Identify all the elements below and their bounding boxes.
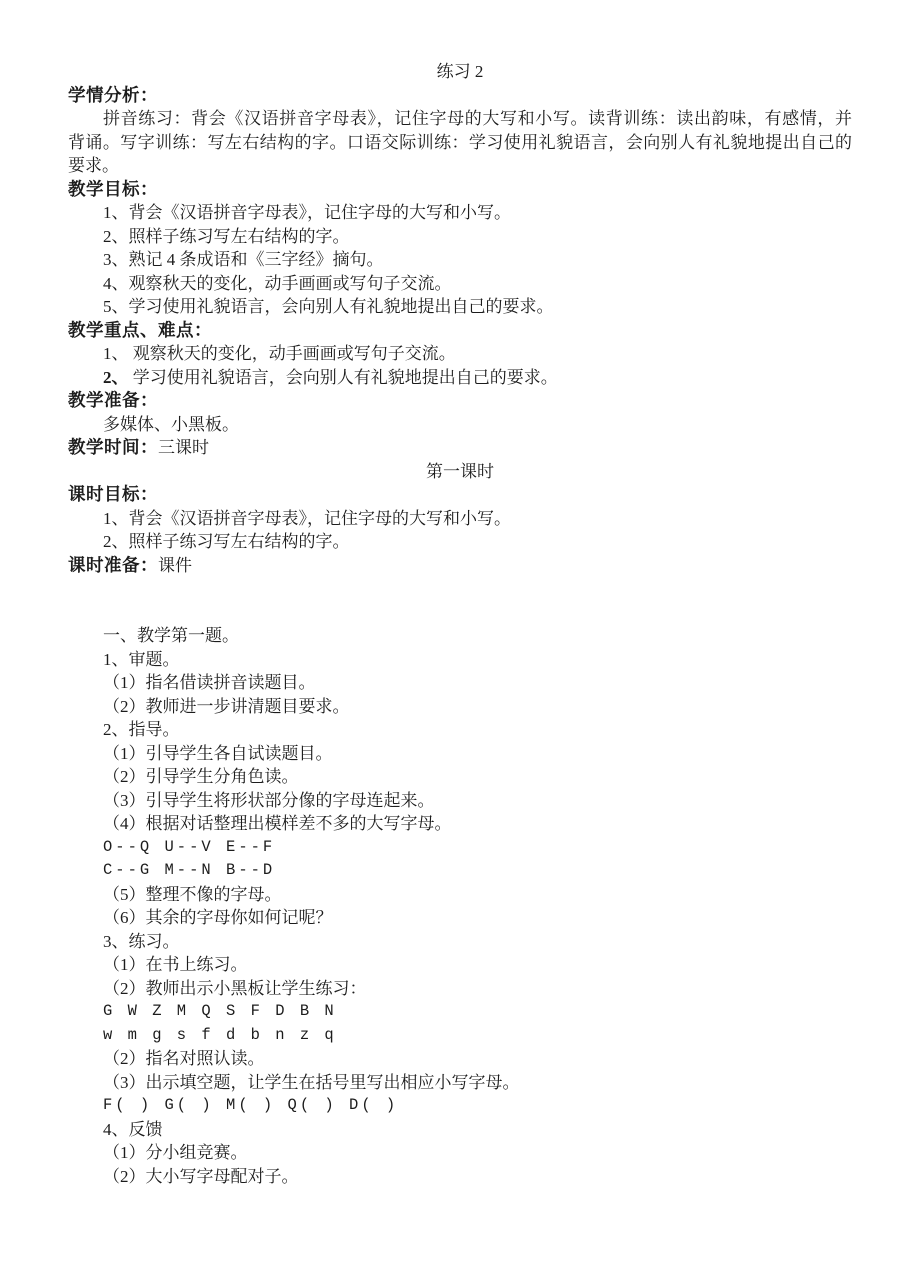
heading-keshi-mubiao [68,483,852,507]
text-line [68,601,852,625]
text-line [68,530,852,554]
text-line [68,295,852,319]
text-line [68,695,852,719]
text-line [68,1141,852,1165]
text-line [68,883,852,907]
document-content [68,60,852,1188]
text-line [68,1118,852,1142]
line-text: 1、背会《汉语拼音字母表》，记住字母的大写和小写。 [103,203,511,222]
line-text: 一、教学第一题。 [103,626,239,645]
line-text: 练习 2 [436,62,484,81]
line-text: （2）引导学生分角色读。 [103,767,299,786]
line-text: 1、审题。 [103,649,180,669]
line-text: G W Z M Q S F D B N [103,1002,337,1020]
line-text: 背诵。写字训练：写左右结构的字。口语交际训练：学习使用礼貌语言，会向别人有礼貌地提出自己的 [68,132,852,152]
text-line [68,342,852,366]
heading-zhongdian [68,319,852,343]
section-title [68,460,852,484]
line-text: （5）整理不像的字母。 [103,884,282,904]
text-line [68,648,852,672]
text-line [68,366,852,390]
text-line [68,906,852,930]
line-text: （2）教师进一步讲清题目要求。 [103,696,350,716]
heading-keshi-zhunbei [68,554,852,578]
text-line [68,248,852,272]
line-text: （1）在书上练习。 [103,955,248,974]
line-text: 第一课时 [426,461,494,481]
line-text: w m g s f d b n z q [103,1025,337,1044]
text-line [68,1094,852,1118]
line-text: 要求。 [68,156,119,175]
text-line [68,624,852,648]
line-text: 4、反馈 [103,1119,163,1139]
text-line [68,789,852,813]
text-line [68,953,852,977]
text-line [68,131,852,155]
text-line [68,225,852,249]
text-line [68,1024,852,1048]
line-text: F( ) G( ) M( ) Q( ) D( ) [103,1096,399,1114]
line-text: （4）根据对话整理出模样差不多的大写字母。 [103,814,452,833]
line-text: 三课时 [158,438,209,457]
line-text: 2、照样子练习写左右结构的字。 [103,532,350,551]
text-line [68,859,852,883]
line-text: 4、观察秋天的变化，动手画画或写句子交流。 [103,273,452,293]
text-line [68,577,852,601]
text-line [68,742,852,766]
heading-shijian [68,436,852,460]
line-text: 教学准备： [68,390,158,410]
doc-title [68,60,852,84]
text-line [68,836,852,860]
line-text: 多媒体、小黑板。 [103,414,239,434]
heading-zhunbei [68,389,852,413]
text-line [68,718,852,742]
line-text: 拼音练习：背会《汉语拼音字母表》，记住字母的大写和小写。读背训练：读出韵味，有感情，并 [103,109,852,128]
heading-mubiao [68,178,852,202]
text-line [68,507,852,531]
line-text: 2、照样子练习写左右结构的字。 [103,226,350,246]
text-line [68,107,852,131]
line-text: （1）分小组竞赛。 [103,1143,248,1162]
text-line [68,765,852,789]
text-line [68,812,852,836]
line-bold-text: 教学时间： [68,437,158,457]
text-line [68,930,852,954]
line-text: 学习使用礼貌语言，会向别人有礼貌地提出自己的要求。 [128,367,558,387]
text-line [68,671,852,695]
line-text: 教学目标： [68,178,158,199]
line-text: 5、学习使用礼貌语言，会向别人有礼貌地提出自己的要求。 [103,297,554,316]
text-line [68,201,852,225]
text-line [68,1165,852,1189]
line-bold-text: 2、 [103,367,129,387]
line-text: 1、 观察秋天的变化，动手画画或写句子交流。 [103,344,456,363]
line-text: （2）指名对照认读。 [103,1049,265,1068]
line-text: 课时目标： [68,484,158,504]
text-line [68,154,852,178]
line-text: （1）指名借读拼音读题目。 [103,673,316,692]
line-text: （2）大小写字母配对子。 [103,1166,299,1186]
line-text: 1、背会《汉语拼音字母表》，记住字母的大写和小写。 [103,508,511,528]
line-text: 3、熟记 4 条成语和《三字经》摘句。 [103,250,384,269]
line-text: C--G M--N B--D [103,861,276,879]
heading-xueqing [68,84,852,108]
text-line [68,413,852,437]
line-text: 教学重点、难点： [68,319,212,340]
line-text: 3、练习。 [103,931,180,951]
line-text: O--Q U--V E--F [103,837,276,856]
line-text: （3）引导学生将形状部分像的字母连起来。 [103,790,435,810]
line-text: （2）教师出示小黑板让学生练习： [103,978,367,998]
text-line [68,1047,852,1071]
text-line [68,1071,852,1095]
line-text: （1）引导学生各自试读题目。 [103,743,333,763]
line-text: 课件 [158,555,192,575]
text-line [68,977,852,1001]
text-line [68,272,852,296]
line-bold-text: 课时准备： [68,554,158,575]
text-line [68,1000,852,1024]
line-text: （6）其余的字母你如何记呢？ [103,908,333,927]
line-text: （3）出示填空题，让学生在括号里写出相应小写字母。 [103,1072,520,1092]
line-text: 学情分析： [68,84,158,105]
line-text: 2、指导。 [103,720,180,739]
